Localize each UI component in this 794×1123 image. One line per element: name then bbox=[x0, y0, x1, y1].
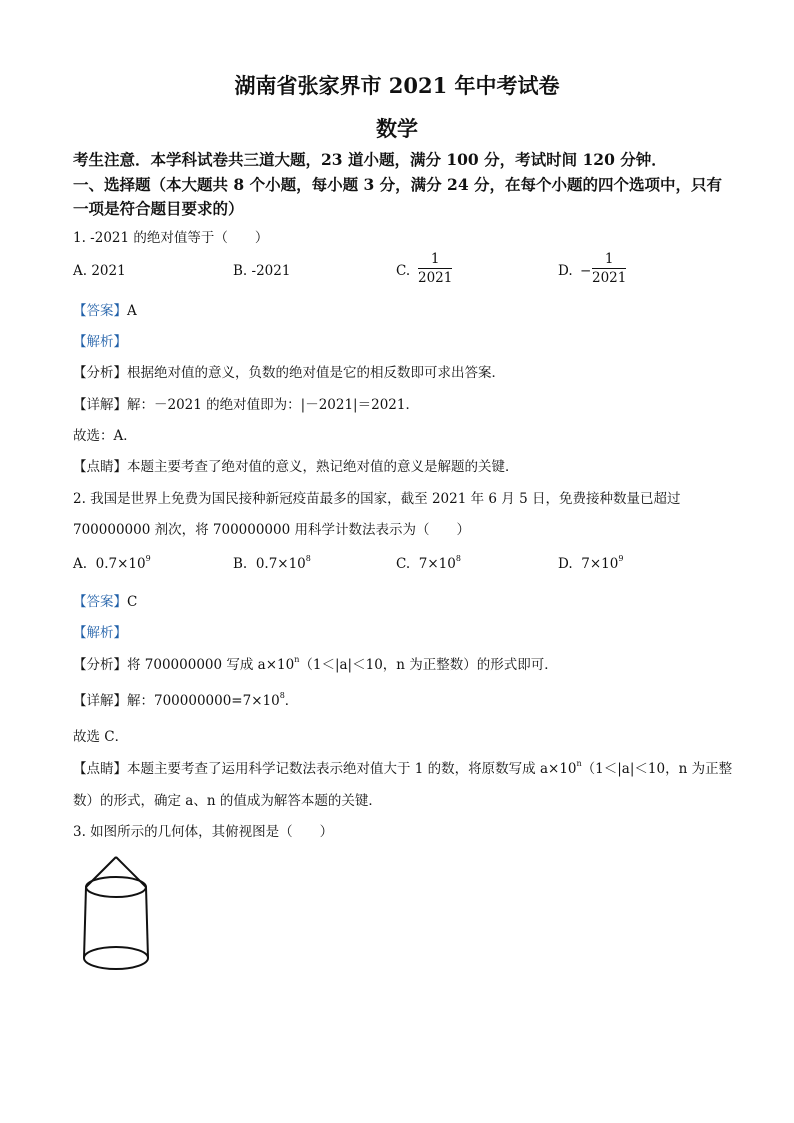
q2-dianjing-line2: 数）的形式，确定 a、n 的值成为解答本题的关键． bbox=[73, 793, 382, 809]
q2-stem-line1: 2. 我国是世界上免费为国民接种新冠疫苗最多的国家，截至 2021 年 6 月 5 日，免费接种数量已超过 bbox=[73, 491, 681, 507]
q1-fenxi-line bbox=[73, 361, 505, 381]
q2-option-b-exp: 8 bbox=[305, 554, 311, 563]
q1-option-d-numerator: 1 bbox=[592, 251, 626, 269]
q2-xiangjie-tag: 【详解】 bbox=[73, 693, 127, 709]
q2-option-a-label: A. bbox=[73, 556, 88, 572]
q2-dianjing-tag: 【点睛】 bbox=[73, 761, 127, 777]
q1-dianjing-line bbox=[73, 455, 519, 475]
q1-xiangjie-tag: 【详解】 bbox=[73, 397, 127, 413]
q1-jiexi-line bbox=[73, 330, 127, 350]
q1-option-a: A. 2021 bbox=[73, 263, 126, 279]
q1-option-c-denominator: 2021 bbox=[418, 270, 453, 286]
q2-xiangjie-sup: 8 bbox=[279, 691, 285, 700]
subject-title: 数学 bbox=[376, 116, 418, 141]
q1-option-c-fraction bbox=[418, 251, 452, 287]
q3-stem: 3. 如图所示的几何体，其俯视图是（ ） bbox=[73, 824, 334, 840]
q1-fenxi-tag: 【分析】 bbox=[73, 365, 127, 381]
q1-option-d-label: D. bbox=[558, 263, 573, 279]
q1-answer-tag: 【答案】 bbox=[73, 303, 127, 319]
cylinder-left-edge bbox=[84, 887, 86, 958]
q1-dianjing-tag: 【点睛】 bbox=[73, 459, 127, 475]
q1-option-c-numerator: 1 bbox=[418, 251, 452, 269]
q1-xiangjie: 解：－2021 的绝对值即为：|－2021|＝2021． bbox=[127, 397, 419, 413]
q2-fenxi-sup: n bbox=[294, 655, 300, 664]
q1-option-b: B. -2021 bbox=[233, 263, 291, 279]
q1-guxuan: 故选：A． bbox=[73, 428, 137, 444]
q1-option-d-denominator: 2021 bbox=[592, 270, 627, 286]
q2-option-c-base: 7×10 bbox=[418, 556, 456, 572]
section1-heading-line1: 一、选择题（本大题共 8 个小题，每小题 3 分，满分 24 分，在每个小题的四个选项中，只有 bbox=[73, 175, 723, 194]
q2-dianjing-post: （1＜|a|＜10，n 为正整 bbox=[581, 761, 733, 777]
q1-option-d-sign: − bbox=[580, 263, 592, 279]
q1-option-d-fraction bbox=[592, 251, 626, 287]
q2-dianjing-sup: n bbox=[576, 759, 582, 768]
q1-answer: A bbox=[127, 303, 137, 319]
cylinder-right-edge bbox=[146, 887, 148, 958]
q2-fenxi-tag: 【分析】 bbox=[73, 657, 127, 673]
q2-option-c-exp: 8 bbox=[455, 554, 461, 563]
q2-dianjing-pre: 本题主要考查了运用科学记数法表示绝对值大于 1 的数，将原数写成 a×10 bbox=[127, 761, 577, 777]
section1-heading-line2: 一项是符合题目要求的） bbox=[73, 199, 244, 218]
q1-stem: 1. -2021 的绝对值等于（ ） bbox=[73, 230, 269, 246]
cylinder-top-ellipse bbox=[86, 877, 146, 897]
exam-title: 湖南省张家界市 2021 年中考试卷 bbox=[234, 73, 560, 98]
exam-notice: 考生注意．本学科试卷共三道大题，23 道小题，满分 100 分，考试时间 120 分钟． bbox=[73, 150, 667, 169]
q1-xiangjie-line bbox=[73, 393, 419, 413]
q2-fenxi-line bbox=[73, 653, 558, 673]
cylinder-bottom-ellipse bbox=[84, 947, 148, 969]
q2-xiangjie-post: ． bbox=[284, 693, 299, 709]
q2-stem-line2: 700000000 剂次，将 700000000 用科学计数法表示为（ ） bbox=[73, 522, 470, 538]
q2-option-b-base: 0.7×10 bbox=[255, 556, 306, 572]
q2-option-d-label: D. bbox=[558, 556, 573, 572]
q2-jiexi-line bbox=[73, 621, 127, 641]
q2-option-c bbox=[396, 554, 461, 572]
q1-fenxi: 根据绝对值的意义，负数的绝对值是它的相反数即可求出答案． bbox=[127, 365, 505, 381]
q2-option-b-label: B. bbox=[233, 556, 248, 572]
q2-option-c-label: C. bbox=[396, 556, 411, 572]
q1-jiexi-tag: 【解析】 bbox=[73, 334, 127, 350]
q2-option-a bbox=[73, 554, 151, 572]
q2-fenxi-pre: 将 700000000 写成 a×10 bbox=[127, 657, 295, 673]
q2-xiangjie-pre: 解：700000000=7×10 bbox=[127, 693, 280, 709]
q2-option-b bbox=[233, 554, 311, 572]
q2-fenxi-post: （1＜|a|＜10，n 为正整数）的形式即可． bbox=[299, 657, 558, 673]
q2-option-a-base: 0.7×10 bbox=[95, 556, 146, 572]
q1-dianjing: 本题主要考查了绝对值的意义，熟记绝对值的意义是解题的关键． bbox=[127, 459, 519, 475]
q2-dianjing-line1 bbox=[73, 757, 732, 777]
q2-answer-tag: 【答案】 bbox=[73, 594, 127, 610]
q2-answer-line bbox=[73, 590, 137, 610]
q2-answer: C bbox=[127, 594, 138, 610]
q2-option-d-base: 7×10 bbox=[581, 556, 619, 572]
q1-answer-line bbox=[73, 299, 137, 319]
q2-option-d-exp: 9 bbox=[618, 554, 624, 563]
q1-option-c-label: C. bbox=[396, 263, 411, 279]
q2-jiexi-tag: 【解析】 bbox=[73, 625, 127, 641]
q2-guxuan: 故选 C． bbox=[73, 729, 129, 745]
q2-xiangjie-line bbox=[73, 689, 298, 709]
cone-on-cylinder-figure bbox=[78, 850, 158, 975]
q2-option-d bbox=[558, 554, 623, 572]
q2-option-a-exp: 9 bbox=[145, 554, 151, 563]
